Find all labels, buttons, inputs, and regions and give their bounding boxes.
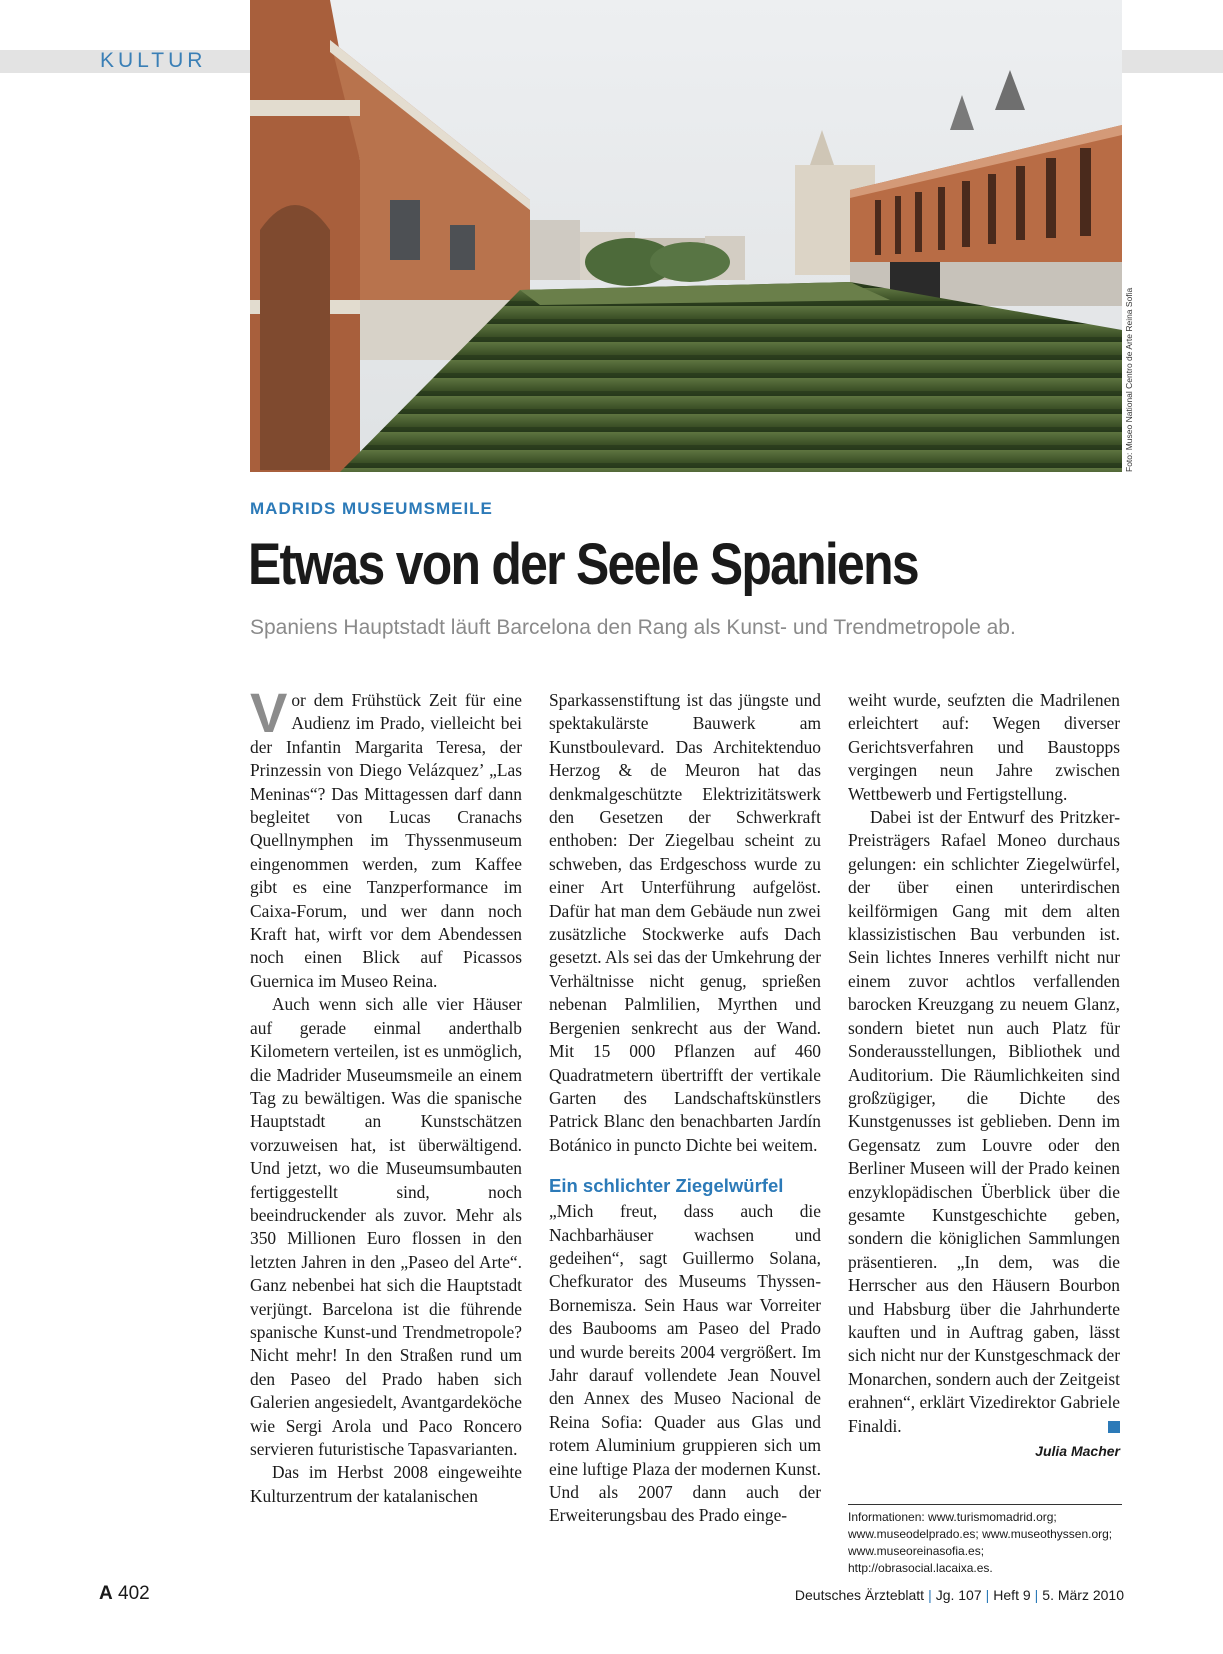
article-kicker: MADRIDS MUSEUMSMEILE (250, 499, 493, 518)
article-paragraph (250, 681, 522, 993)
article-subhead: Spaniens Hauptstadt läuft Barcelona den Rang als Kunst- und Trendmetropole ab. (250, 616, 1016, 639)
section-label: KULTUR (100, 49, 207, 72)
dropcap: V (250, 681, 288, 744)
article-headline: Etwas von der Seele Spaniens (248, 532, 918, 597)
article-column-3 (848, 689, 1120, 1463)
journal-name: Deutsches Ärzteblatt (794, 1587, 925, 1603)
info-box: Informationen: www.turismomadrid.org; www.museodelprado.es; www.museothyssen.org; www.museoreinasofia.es; http://obrasocial.lacaixa.es. (848, 1504, 1122, 1577)
article-paragraph: Sparkassenstiftung ist das jüngste und spektakulärste Bauwerk am Kunstboulevard. Das Architektenduo Herzog & de Meuron hat das denkmalgeschützte Elektrizitätswerk den Gesetzen der Schwerkraft enthoben: Der Ziegelbau scheint zu schweben, das Erdgeschoss wurde zu einer Art Unterführung aufgelöst. Dafür hat man dem Gebäude nun zwei zusätzliche Stockwerke aufs Dach gesetzt. Als sei das der Umkehrung der Verhältnisse nicht genug, sprießen nebenan Palmlilien, Myrthen und Bergenien senkrecht aus der Wand. Mit 15 000 Pflanzen auf 460 Quadratmetern übertrifft der vertikale Garten des Landschaftskünstlers Patrick Blanc den benachbarten Jardín Botánico in puncto Dichte bei weitem. (549, 690, 821, 1155)
author-name: Julia Macher (1035, 1443, 1120, 1459)
journal-footer (795, 1587, 1124, 1603)
article-paragraph (848, 806, 1120, 1438)
page-number (99, 1583, 150, 1605)
end-mark-icon (1108, 1421, 1120, 1433)
page-number-value: 402 (118, 1583, 150, 1604)
hero-photo (250, 0, 1122, 472)
journal-issue: Heft 9 (993, 1587, 1031, 1603)
separator: | (985, 1587, 990, 1603)
article-column-2 (549, 689, 821, 1528)
article-column-1 (250, 681, 522, 1508)
journal-volume: Jg. 107 (935, 1587, 982, 1603)
paragraph-text: or dem Frühstück Zeit für eine Audienz im Prado, vielleicht bei der Infantin Margarita Teresa, der Prinzessin von Diego Velázquez’ „Las Meninas“? Das Mittagessen darf dann begleitet von Lucas Cranachs Quellnymphen im Thyssenmuseum eingenommen werden, zum Kaffee gibt es eine Tanzperformance im Caixa-Forum, und wer dann noch Kraft hat, wirft vor dem Abendessen noch einen Blick auf Picassos Guernica im Museo Reina. (250, 690, 522, 991)
article-paragraph: weiht wurde, seufzten die Madrilenen erleichtert auf: Wegen diverser Gerichtsverfahren und Baustopps vergingen neun Jahre zwischen Wettbewerb und Fertigstellung. (848, 690, 1120, 804)
hero-photo-illustration (250, 0, 1122, 472)
page-prefix: A (99, 1583, 113, 1604)
paragraph-text: Dabei ist der Entwurf des Pritzker-Preisträgers Rafael Moneo durchaus gelungen: ein schlichter Ziegelwürfel, der über einen unterirdischen keilförmigen Gang mit dem alten klassizistischen Bau verbunden ist. Sein lichtes Inneres verhilft nicht nur einem zuvor achtlos verfallenden barocken Kreuzgang zu neuem Glanz, sondern bietet nun auch Platz für Sonderausstellungen, Bibliothek und Auditorium. Die Räumlichkeiten sind großzügiger, die Dichte des Kunstgenusses ist geblieben. Denn im Gegensatz zum Louvre oder den Berliner Museen will der Prado keinen enzyklopädischen Überblick über die gesamte Kunstgeschichte geben, sondern die königlichen Sammlungen präsentieren. „In dem, was die Herrscher aus den Häusern Bourbon und Habsburg über die Jahrhunderte kauften und in Auftrag gaben, lässt sich nicht nur der Kunstgeschmack der Monarchen, sondern auch der Zeitgeist erahnen“, erklärt Vizedirektor Gabriele Finaldi. (848, 807, 1120, 1436)
journal-date: 5. März 2010 (1042, 1587, 1124, 1603)
section-bar-right (1122, 50, 1223, 73)
separator: | (1034, 1587, 1039, 1603)
separator: | (928, 1587, 932, 1603)
photo-credit: Foto: Museo National Centro de Arte Reina Sofia (1124, 287, 1134, 472)
article-paragraph: Das im Herbst 2008 eingeweihte Kulturzentrum der katalanischen (250, 1462, 522, 1506)
article-paragraph: „Mich freut, dass auch die Nachbarhäuser wachsen und gedeihen“, sagt Guillermo Solana, Chefkurator des Museums Thyssen-Bornemisza. Sein Haus war Vorreiter des Baubooms am Paseo del Prado und wurde bereits 2004 vergrößert. Im Jahr darauf vollendete Jean Nouvel den Annex des Museo Nacional de Reina Sofia: Quader aus Glas und rotem Aluminium gruppieren sich um eine luftige Plaza der modernen Kunst. Und als 2007 dann auch der Erweiterungsbau des Prado einge- (549, 1201, 821, 1526)
article-paragraph: Auch wenn sich alle vier Häuser auf gerade einmal anderthalb Kilometern verteilen, ist es unmöglich, die Madrider Museumsmeile an einem Tag zu bewältigen. Was die spanische Hauptstadt an Kunstschätzen vorzuweisen hat, ist überwältigend. Und jetzt, wo die Museumsumbauten fertiggestellt sind, noch beeindruckender als zuvor. Mehr als 350 Millionen Euro flossen in den letzten Jahren in den „Paseo del Arte“. Ganz nebenbei hat sich die Hauptstadt verjüngt. Barcelona ist die führende spanische Kunst-und Trendmetropole? Nicht mehr! In den Straßen rund um den Paseo del Prado haben sich Galerien angesiedelt, Avantgardeköche wie Sergi Arola und Paco Roncero servieren futuristische Tapasvarianten. (250, 994, 522, 1459)
section-subheading: Ein schlichter Ziegelwürfel (549, 1175, 784, 1197)
